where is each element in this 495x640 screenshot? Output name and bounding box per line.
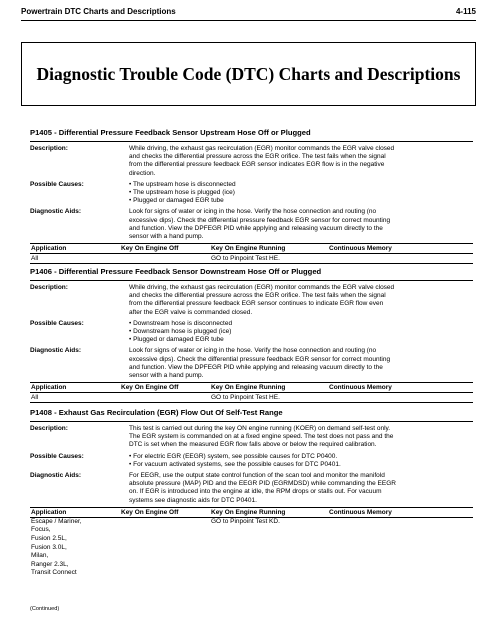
text-line: after the EGR valve is commanded closed.	[129, 308, 253, 316]
text-line: from the differential pressure feedback EGR sensor continues to indicate EGR flow even	[129, 300, 384, 308]
section-title: P1408 - Exhaust Gas Recirculation (EGR) Flow Out Of Self-Test Range	[30, 408, 283, 417]
causes-list	[129, 320, 473, 345]
aids-label: Diagnostic Aids:	[30, 347, 82, 355]
application-line: Fusion 2.5L,	[31, 535, 67, 543]
page-number: 4-115	[455, 7, 476, 16]
causes-label: Possible Causes:	[30, 180, 84, 188]
text-line: direction.	[129, 169, 156, 177]
header-title: Powertrain DTC Charts and Descriptions	[21, 7, 176, 16]
causes-row	[30, 181, 473, 206]
text-line: This test is carried out during the key ON engine running (KOER) on demand self-test only.	[129, 425, 391, 432]
section-rule	[30, 421, 473, 422]
causes-label: Possible Causes:	[30, 452, 84, 460]
table-bottom-rule	[30, 402, 473, 403]
aids-label: Diagnostic Aids:	[30, 472, 82, 480]
title-box	[21, 42, 476, 106]
application-line: Transit Connect	[31, 569, 77, 577]
application-value: All	[31, 394, 39, 402]
cm-value	[329, 518, 472, 578]
description-text	[129, 425, 473, 450]
application-table-header	[30, 243, 473, 254]
text-line: and checks the differential pressure across the EGR orifice. The test fails when the signal	[129, 153, 386, 161]
koer-value: GO to Pinpoint Test KD.	[211, 517, 280, 525]
section-title: P1406 - Differential Pressure Feedback Sensor Downstream Hose Off or Plugged	[30, 267, 322, 276]
text-line: The EGR system is commanded on at a fixed engine speed. The test does not pass and the	[129, 433, 394, 441]
description-label: Description:	[30, 145, 68, 152]
cause-item: • Downstream hose is plugged (ice)	[129, 328, 473, 336]
col-continuous-memory: Continuous Memory	[329, 508, 392, 516]
table-bottom-rule	[30, 263, 473, 264]
description-row	[30, 425, 473, 450]
continued-note: (Continued)	[30, 606, 60, 612]
application-value	[31, 518, 121, 578]
aids-label: Diagnostic Aids:	[30, 208, 82, 216]
section-title: P1405 - Differential Pressure Feedback Sensor Upstream Hose Off or Plugged	[30, 128, 311, 137]
cause-item: • The upstream hose is plugged (ice)	[129, 189, 473, 197]
text-line: from the differential pressure feedback EGR sensor indicates EGR flow is in the negative	[129, 161, 385, 169]
cause-item: • The upstream hose is disconnected	[129, 181, 473, 189]
causes-list	[129, 181, 473, 206]
col-koer: Key On Engine Running	[211, 508, 286, 516]
aids-row	[30, 208, 473, 241]
text-line: For EEGR, use the output state control function of the scan tool and monitor the manifold	[129, 472, 385, 480]
text-line: While driving, the exhaust gas recirculation (EGR) monitor commands the EGR valve closed	[129, 145, 395, 152]
dtc-section-p1405	[30, 128, 473, 264]
application-table-header	[30, 382, 473, 393]
col-continuous-memory: Continuous Memory	[329, 384, 392, 392]
text-line: and function. View the DPFEGR PID while applying and releasing vacuum directly to the	[129, 224, 383, 232]
col-koeo: Key On Engine Off	[121, 245, 179, 253]
application-value: All	[31, 255, 39, 263]
koer-value: GO to Pinpoint Test HE.	[211, 255, 280, 263]
col-koer: Key On Engine Running	[211, 245, 286, 253]
aids-text	[129, 472, 473, 505]
description-text	[129, 145, 473, 178]
application-line: Focus,	[31, 526, 51, 534]
text-line: While driving, the exhaust gas recirculation (EGR) monitor commands the EGR valve closed	[129, 284, 395, 291]
application-row	[30, 518, 473, 578]
col-koeo: Key On Engine Off	[121, 508, 179, 516]
page-header	[21, 4, 476, 20]
cause-item: • Downstream hose is disconnected	[129, 320, 473, 328]
application-line: Ranger 2.3L,	[31, 560, 69, 568]
section-rule	[30, 280, 473, 281]
cause-item: • Plugged or damaged EGR tube	[129, 197, 473, 205]
col-application: Application	[31, 384, 67, 392]
text-line: Look for signs of water or icing in the hose. Verify the hose connection and routing (no	[129, 208, 377, 216]
header-rule	[21, 20, 476, 21]
cause-item: • Plugged or damaged EGR tube	[129, 336, 473, 344]
aids-row	[30, 472, 473, 505]
text-line: DTC is set when the measured EGR flow falls above or below the required calibration.	[129, 441, 377, 449]
col-koeo: Key On Engine Off	[121, 384, 179, 392]
text-line: on. If EGR is introduced into the engine at idle, the RPM drops or stalls out. For vacuum	[129, 488, 382, 496]
cm-value	[329, 254, 472, 263]
koer-value: GO to Pinpoint Test HE.	[211, 394, 280, 402]
application-row	[30, 393, 473, 402]
application-row	[30, 254, 473, 263]
col-koer: Key On Engine Running	[211, 384, 286, 392]
text-line: systems see diagnostic aids for DTC P0401.	[129, 496, 257, 504]
application-line: Milan,	[31, 552, 49, 560]
koeo-value	[121, 518, 211, 578]
cm-value	[329, 393, 472, 402]
page-title: Diagnostic Trouble Code (DTC) Charts and Descriptions	[36, 63, 461, 84]
col-application: Application	[31, 245, 67, 253]
text-line: sensor with a hand pump.	[129, 233, 204, 241]
causes-row	[30, 320, 473, 345]
text-line: absolute pressure (MAP) PID and the EEGR PID (EGRMDSD) while commanding the EEGR	[129, 480, 396, 488]
application-table-header	[30, 507, 473, 518]
cause-item: • For vacuum activated systems, see the possible causes for DTC P0401.	[129, 461, 473, 469]
description-row	[30, 145, 473, 178]
text-line: Look for signs of water or icing in the hose. Verify the hose connection and routing (no	[129, 347, 377, 355]
dtc-section-p1408	[30, 408, 473, 578]
aids-text	[129, 208, 473, 241]
koeo-value	[121, 393, 211, 402]
text-line: excessive dips). Check the differential pressure feedback EGR sensor for correct mounting	[129, 216, 391, 224]
koeo-value	[121, 254, 211, 263]
aids-row	[30, 347, 473, 380]
description-row	[30, 284, 473, 317]
dtc-section-p1406	[30, 267, 473, 403]
text-line: sensor with a hand pump.	[129, 372, 204, 380]
application-line: Escape / Mariner,	[31, 517, 82, 525]
cause-item: • For electric EGR (EEGR) system, see possible causes for DTC P0400.	[129, 453, 473, 461]
col-application: Application	[31, 508, 67, 516]
col-continuous-memory: Continuous Memory	[329, 245, 392, 253]
aids-text	[129, 347, 473, 380]
text-line: and function. View the DPFEGR PID while applying and releasing vacuum directly to the	[129, 363, 383, 371]
text-line: and checks the differential pressure across the EGR orifice. The test fails when the signal	[129, 292, 386, 300]
section-rule	[30, 141, 473, 142]
application-line: Fusion 3.0L,	[31, 543, 67, 551]
description-label: Description:	[30, 425, 68, 432]
description-text	[129, 284, 473, 317]
causes-row	[30, 453, 473, 469]
causes-label: Possible Causes:	[30, 319, 84, 327]
causes-list	[129, 453, 473, 469]
text-line: excessive dips). Check the differential pressure feedback EGR sensor for correct mounting	[129, 355, 391, 363]
description-label: Description:	[30, 284, 68, 291]
